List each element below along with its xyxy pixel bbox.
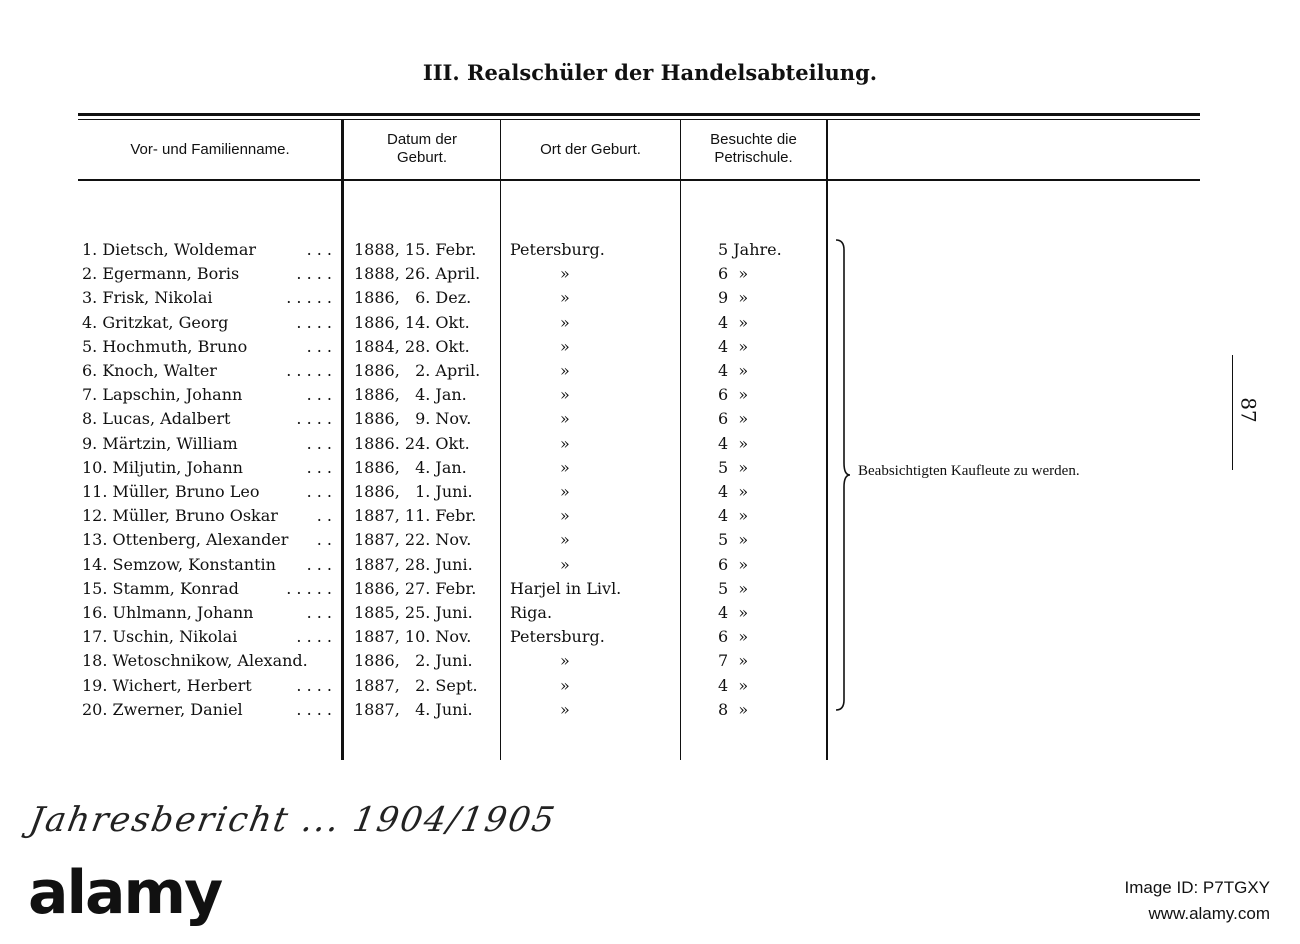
- student-name-text: 2. Egermann, Boris: [82, 264, 240, 284]
- years-attended: 6 »: [718, 385, 749, 405]
- leader-dots: . . . .: [296, 264, 332, 284]
- page-number: 87: [1236, 397, 1261, 423]
- leader-dots: . . .: [306, 240, 332, 259]
- birth-date: 1886, 2. April.: [354, 361, 481, 380]
- student-name-text: 13. Ottenberg, Alexander: [82, 530, 289, 550]
- student-name: [82, 480, 332, 504]
- student-name: [82, 577, 332, 601]
- birth-date: 1886, 1. Juni.: [354, 482, 473, 501]
- student-name: [82, 383, 332, 407]
- birth-place: »: [560, 651, 570, 671]
- birth-date: 1886. 24. Okt.: [354, 433, 470, 453]
- birth-date: 1886, 2. Juni.: [354, 651, 473, 671]
- student-name: [82, 456, 332, 480]
- student-name-text: 8. Lucas, Adalbert: [82, 409, 231, 429]
- student-name: [82, 407, 332, 431]
- student-name-text: 17. Uschin, Nikolai: [82, 627, 238, 647]
- years-attended: 4 »: [718, 361, 749, 380]
- birth-place: »: [560, 385, 570, 405]
- years-attended: 5 Jahre.: [718, 240, 782, 259]
- years-attended: 9 »: [718, 288, 749, 308]
- student-name: [82, 432, 332, 456]
- birth-date: 1885, 25. Juni.: [354, 603, 473, 622]
- handwritten-note: Jahresbericht ... 1904/1905: [26, 800, 560, 840]
- years-attended: 4 »: [718, 312, 749, 332]
- birth-date: 1887, 10. Nov.: [354, 627, 472, 647]
- birth-place: Riga.: [510, 603, 553, 622]
- student-name-text: 14. Semzow, Konstantin: [82, 554, 276, 574]
- header-bottom-rule: [78, 179, 1200, 181]
- birth-place: Petersburg.: [510, 627, 605, 647]
- watermark-image-id: Image ID: P7TGXY: [1124, 878, 1270, 897]
- student-name: [82, 698, 332, 722]
- years-attended: 4 »: [718, 506, 749, 526]
- birth-date: 1886, 14. Okt.: [354, 312, 470, 332]
- watermark-logo: alamy: [28, 858, 222, 928]
- remark: Beabsichtigten Kaufleute zu werden.: [858, 463, 1080, 479]
- student-name-text: 19. Wichert, Herbert: [82, 675, 252, 695]
- birth-date: 1886, 27. Febr.: [354, 578, 477, 598]
- student-name-text: 7. Lapschin, Johann: [82, 385, 243, 405]
- student-name: [82, 649, 332, 673]
- column-divider: [826, 120, 828, 760]
- birth-date: 1887, 11. Febr.: [354, 506, 477, 526]
- student-name-text: 4. Gritzkat, Georg: [82, 312, 229, 332]
- years-attended: 4 »: [718, 675, 749, 695]
- years-attended: 8 »: [718, 699, 749, 719]
- student-name: [82, 553, 332, 577]
- column-divider: [500, 120, 501, 760]
- student-name-text: 16. Uhlmann, Johann: [82, 603, 254, 622]
- years-attended: 4 »: [718, 482, 749, 501]
- years-attended: 4 »: [718, 336, 749, 356]
- birth-date: 1886, 4. Jan.: [354, 457, 467, 477]
- birth-place: »: [560, 312, 570, 332]
- header-name: Vor- und Familienname.: [130, 141, 290, 158]
- student-name: [82, 625, 332, 649]
- years-attended: 4 »: [718, 433, 749, 453]
- student-name: [82, 262, 332, 286]
- birth-date: 1884, 28. Okt.: [354, 336, 470, 356]
- leader-dots: . . .: [306, 385, 332, 405]
- years-attended: 7 »: [718, 651, 749, 671]
- student-name: [82, 601, 332, 625]
- student-name-text: 9. Märtzin, William: [82, 433, 238, 453]
- top-rule-thin: [78, 119, 1200, 120]
- student-name-text: 20. Zwerner, Daniel: [82, 699, 243, 719]
- birth-date: 1887, 28. Juni.: [354, 554, 473, 574]
- birth-date: 1886, 4. Jan.: [354, 385, 467, 405]
- leader-dots: . . .: [306, 457, 332, 477]
- leader-dots: . . .: [306, 603, 332, 622]
- birth-place: Petersburg.: [510, 240, 605, 259]
- header-date-line2: Geburt.: [396, 149, 448, 166]
- leader-dots: . . . . .: [286, 578, 332, 598]
- leader-dots: . . . .: [296, 699, 332, 719]
- birth-place: »: [560, 530, 570, 550]
- student-name-text: 1. Dietsch, Woldemar: [82, 240, 257, 259]
- page-title: III. Realschüler der Handelsabteilung.: [422, 60, 878, 85]
- leader-dots: . . . . .: [286, 361, 332, 380]
- top-rule-thick: [78, 113, 1200, 116]
- birth-place: »: [560, 288, 570, 308]
- birth-date: 1888, 26. April.: [354, 264, 481, 284]
- header-visited-line1: Besuchte die: [710, 131, 797, 148]
- student-name: [82, 311, 332, 335]
- leader-dots: . .: [316, 530, 332, 550]
- birth-date: 1887, 4. Juni.: [354, 699, 473, 719]
- birth-place: Harjel in Livl.: [510, 578, 622, 598]
- watermark-url: www.alamy.com: [1148, 904, 1270, 923]
- leader-dots: . . .: [306, 336, 332, 356]
- birth-date: 1886, 6. Dez.: [354, 288, 472, 308]
- leader-dots: . . . .: [296, 409, 332, 429]
- birth-place: »: [560, 409, 570, 429]
- leader-dots: . . .: [306, 554, 332, 574]
- years-attended: 6 »: [718, 264, 749, 284]
- birth-date: 1887, 2. Sept.: [354, 675, 478, 695]
- years-attended: 5 »: [718, 578, 749, 598]
- student-name-text: 12. Müller, Bruno Oskar: [82, 506, 278, 526]
- student-name-text: 18. Wetoschnikow, Alexand.: [82, 651, 308, 671]
- birth-date: 1886, 9. Nov.: [354, 409, 472, 429]
- birth-place: »: [560, 361, 570, 380]
- header-visited-line2: Petrischule.: [714, 149, 793, 166]
- years-attended: 5 »: [718, 530, 749, 550]
- student-name: [82, 286, 332, 310]
- leader-dots: . .: [316, 506, 332, 526]
- leader-dots: . . . .: [296, 312, 332, 332]
- birth-place: »: [560, 457, 570, 477]
- leader-dots: . . .: [306, 433, 332, 453]
- birth-place: »: [560, 433, 570, 453]
- student-name-text: 15. Stamm, Konrad: [82, 578, 239, 598]
- years-attended: 6 »: [718, 627, 749, 647]
- birth-place: »: [560, 482, 570, 501]
- header-date: [344, 131, 500, 167]
- student-name: [82, 504, 332, 528]
- student-name-text: 6. Knoch, Walter: [82, 361, 217, 380]
- years-attended: 6 »: [718, 554, 749, 574]
- student-name-text: 11. Müller, Bruno Leo: [82, 482, 260, 501]
- header-visited: [681, 131, 826, 167]
- years-attended: 4 »: [718, 603, 749, 622]
- brace: [832, 238, 852, 712]
- student-name-text: 3. Frisk, Nikolai: [82, 288, 213, 308]
- leader-dots: . . . .: [296, 675, 332, 695]
- years-attended: 5 »: [718, 457, 749, 477]
- birth-place: »: [560, 554, 570, 574]
- margin-line: [1232, 355, 1233, 470]
- birth-place: »: [560, 506, 570, 526]
- student-name: [82, 359, 332, 383]
- leader-dots: . . .: [306, 482, 332, 501]
- birth-date: 1888, 15. Febr.: [354, 240, 477, 259]
- student-name: [82, 528, 332, 552]
- student-name: [82, 238, 332, 262]
- birth-place: »: [560, 699, 570, 719]
- leader-dots: . . . . .: [286, 288, 332, 308]
- column-divider: [680, 120, 681, 760]
- header-place: Ort der Geburt.: [540, 141, 641, 158]
- birth-date: 1887, 22. Nov.: [354, 530, 472, 550]
- student-name: [82, 674, 332, 698]
- student-name: [82, 335, 332, 359]
- years-attended: 6 »: [718, 409, 749, 429]
- birth-place: »: [560, 675, 570, 695]
- header-date-line1: Datum der: [386, 131, 458, 148]
- birth-place: »: [560, 264, 570, 284]
- birth-place: »: [560, 336, 570, 356]
- leader-dots: . . . .: [296, 627, 332, 647]
- student-name-text: 5. Hochmuth, Bruno: [82, 336, 248, 356]
- student-name-text: 10. Miljutin, Johann: [82, 457, 243, 477]
- column-divider: [341, 120, 344, 760]
